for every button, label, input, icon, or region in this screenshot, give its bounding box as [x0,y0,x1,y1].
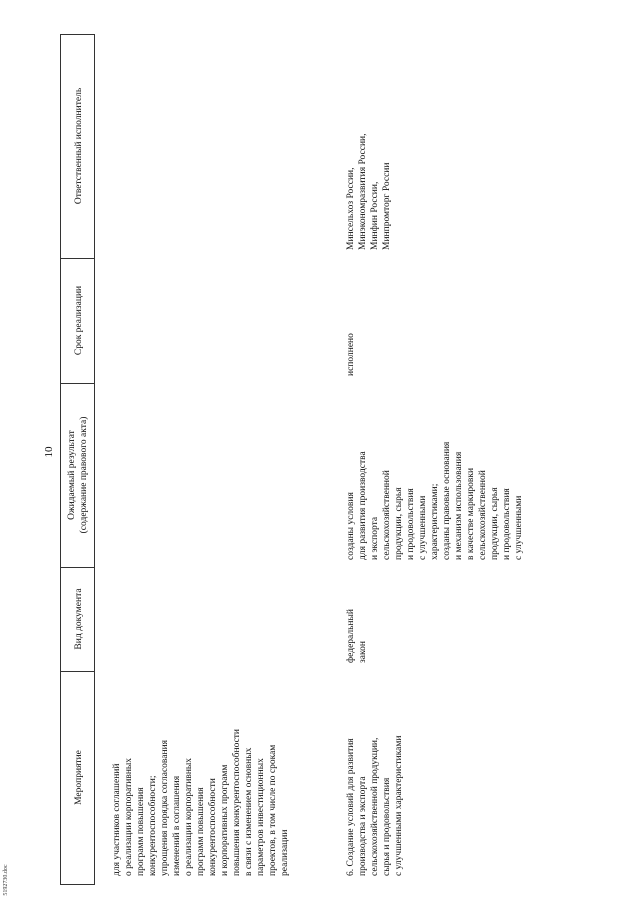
result-text-line: продукции, сырья [394,487,404,560]
measure-text-line: и корпоративных программ [220,764,230,876]
result-text-line: для развития производства [358,451,368,560]
executor-text-line: Минпромторг России [382,162,392,250]
measure-text-line: повышения конкурентоспособности [232,728,242,876]
executor-text-line: Минфин России, [370,181,380,250]
result-text-line: характеристиками; [430,483,440,560]
table-bottom-border [60,884,95,885]
deadline-status: исполнено [346,333,356,376]
result-text-line: с улучшенными [418,495,428,560]
measure-text-line: для участников соглашений [112,763,122,876]
measure-text-line: о реализации корпоративных [184,757,194,876]
measure-text-line: с улучшенными характеристиками [394,735,404,876]
measure-text-line: параметров инвестиционных [256,758,266,876]
measure-text-line: 6. Создание условий для развития [346,738,356,876]
result-text-line: продукции, сырья [490,487,500,560]
result-text-line: созданы условия [346,492,356,560]
executor-text-line: Минсельхоз России, [346,167,356,250]
measure-text-line: изменений в соглашения [172,775,182,876]
doc-type-text-line: закон [358,641,368,663]
result-text-line: с улучшенными [514,495,524,560]
header-right-border [94,34,95,885]
measure-text-line: производства и экспорта [358,776,368,876]
measure-text-line: проектов, в том числе по срокам [268,744,278,876]
measure-text-line: реализации [280,829,290,876]
measure-text-line: в связи с изменением основных [244,747,254,876]
measure-text-line: сырья и продовольствия [382,777,392,876]
result-text-line: сельскохозяйственной [382,470,392,560]
result-text-line: и экспорта [370,516,380,560]
measure-text-line: конкурентоспособности; [148,775,158,876]
result-text-line: и продовольствия [502,488,512,560]
result-text-line: и продовольствия [406,488,416,560]
measure-text-line: программ повышения [136,787,146,876]
measure-text-line: программ повышения [196,787,206,876]
result-text-line: в качестве маркировки [466,467,476,560]
measure-text-line: упрощения порядка согласования [160,739,170,876]
result-text-line: созданы правовые основания [442,441,452,560]
result-text-line: сельскохозяйственной [478,470,488,560]
measure-text-line: о реализации корпоративных [124,757,134,876]
doc-type-text-line: федеральный [346,609,356,663]
measure-text-line: конкурентоспособности [208,778,218,876]
measure-text-line: сельскохозяйственной продукции, [370,737,380,876]
executor-text-line: Минэкономразвития России, [358,133,368,250]
header-left-border [60,34,61,885]
result-text-line: и механизм использования [454,451,464,560]
